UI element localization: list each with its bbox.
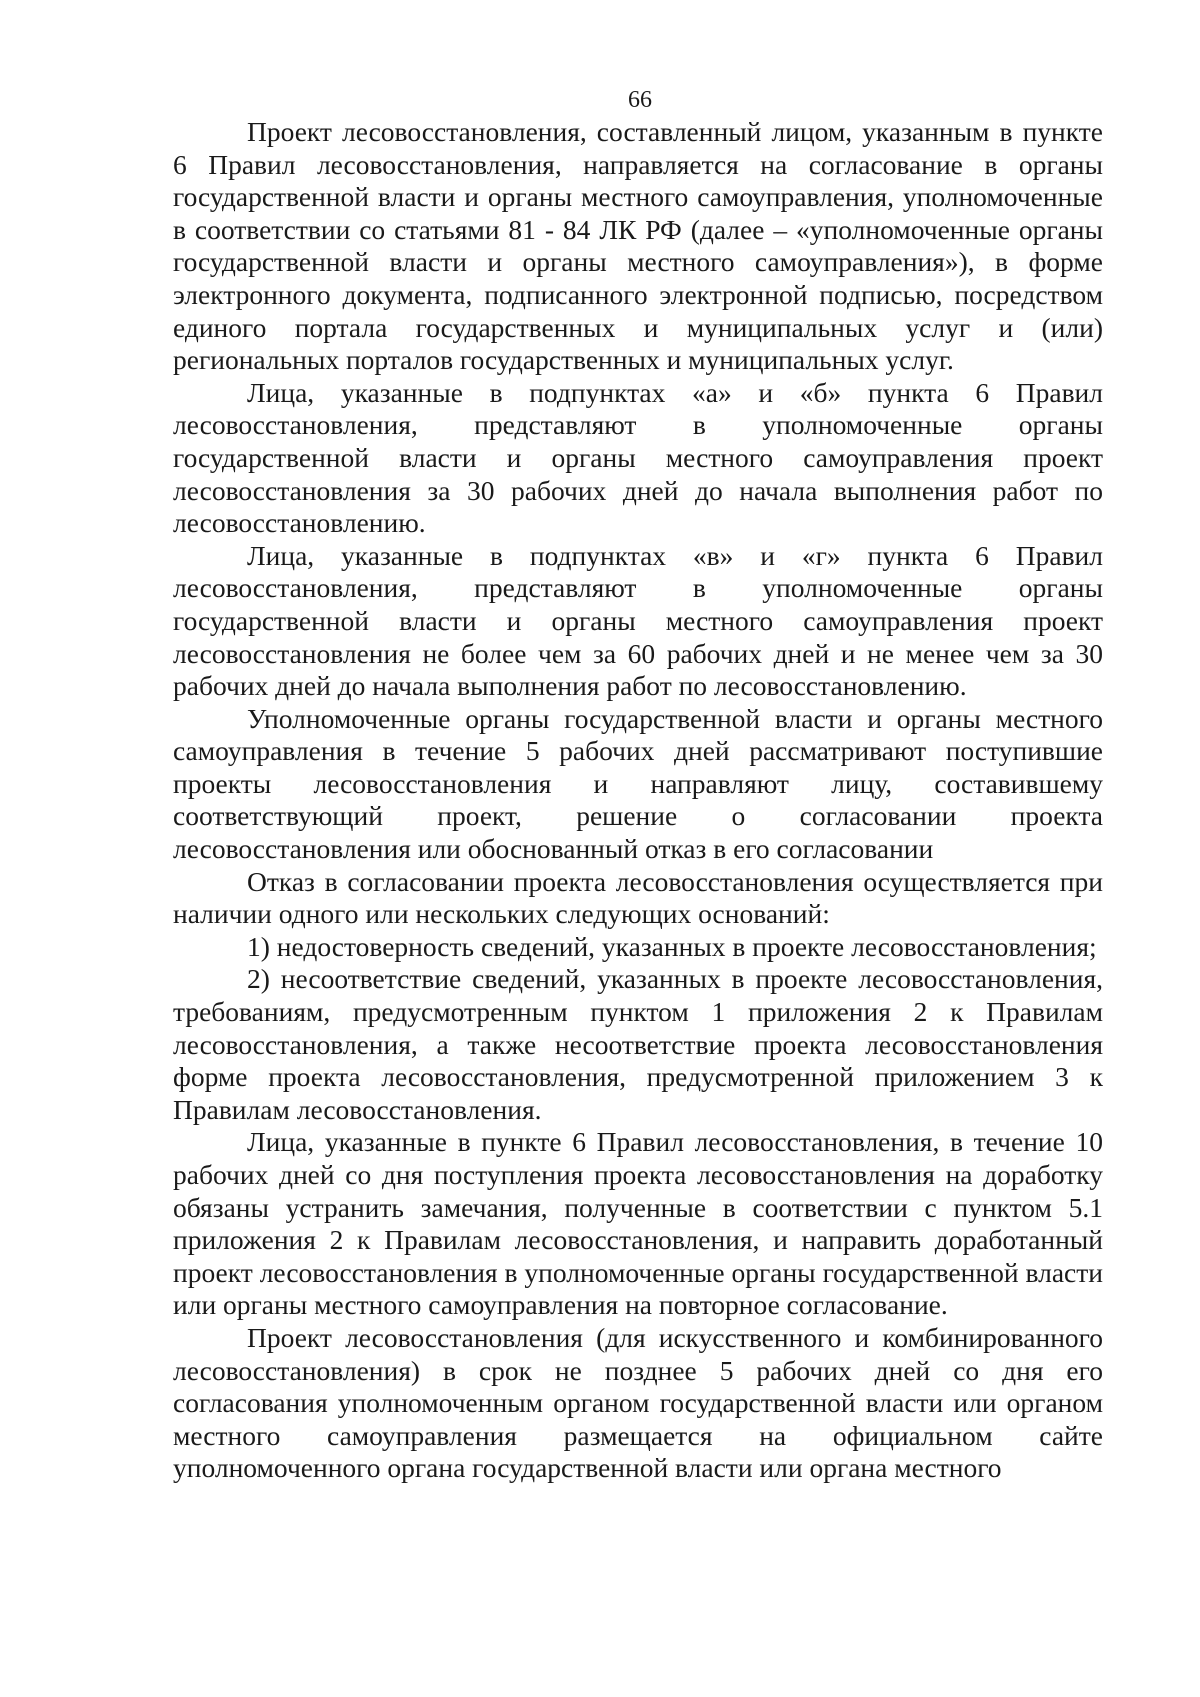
document-body <box>173 116 1103 1485</box>
page-number: 66 <box>628 87 652 113</box>
paragraph-project-submission: Проект лесовосстановления, составленный лицом, указанным в пункте 6 Правил лесовосстановления, направляется на согласование в органы государственной власти и органы местного самоуправления, уполномоченные в соответствии со статьями 81 - 84 ЛК РФ (далее – «уполномоченные органы государственной власти и органы местного самоуправления»), в форме электронного документа, подписанного электронной подписью, посредством единого портала государственных и муниципальных услуг и (или) региональных порталов государственных и муниципальных услуг. <box>173 116 1103 376</box>
paragraph-publication: Проект лесовосстановления (для искусственного и комбинированного лесовосстановления) в срок не позднее 5 рабочих дней со дня его согласования уполномоченным органом государственной власти или органом местного самоуправления размещается на официальном сайте уполномоченного органа государственной власти или органа местного <box>173 1321 1103 1484</box>
paragraph-rework: Лица, указанные в пункте 6 Правил лесовосстановления, в течение 10 рабочих дней со дня поступления проекта лесовосстановления на доработку обязаны устранить замечания, полученные в соответствии с пунктом 5.1 приложения 2 к Правилам лесовосстановления, и направить доработанный проект лесовосстановления в уполномоченные органы государственной власти или органы местного самоуправления на повторное согласование. <box>173 1126 1103 1321</box>
paragraph-review-period: Уполномоченные органы государственной власти и органы местного самоуправления в течение 5 рабочих дней рассматривают поступившие проекты лесовосстановления и направляют лицу, составившему соответствующий проект, решение о согласовании проекта лесовосстановления или обоснованный отказ в его согласовании <box>173 702 1103 865</box>
paragraph-ground-1: 1) недостоверность сведений, указанных в проекте лесовосстановления; <box>247 930 1097 962</box>
paragraph-ground-2: 2) несоответствие сведений, указанных в проекте лесовосстановления, требованиям, предусмотренным пунктом 1 приложения 2 к Правилам лесовосстановления, а также несоответствие проекта лесовосстановления форме проекта лесовосстановления, предусмотренной приложением 3 к Правилам лесовосстановления. <box>173 963 1103 1125</box>
paragraph-deadline-a-b: Лица, указанные в подпунктах «а» и «б» пункта 6 Правил лесовосстановления, представляют в уполномоченные органы государственной власти и органы местного самоуправления проект лесовосстановления за 30 рабочих дней до начала выполнения работ по лесовосстановлению. <box>173 376 1103 539</box>
paragraph-refusal-grounds: Отказ в согласовании проекта лесовосстановления осуществляется при наличии одного или нескольких следующих оснований: <box>173 865 1103 930</box>
paragraph-deadline-v-g: Лица, указанные в подпунктах «в» и «г» пункта 6 Правил лесовосстановления, представляют в уполномоченные органы государственной власти и органы местного самоуправления проект лесовосстановления не более чем за 60 рабочих дней и не менее чем за 30 рабочих дней до начала выполнения работ по лесовосстановлению. <box>173 539 1103 702</box>
